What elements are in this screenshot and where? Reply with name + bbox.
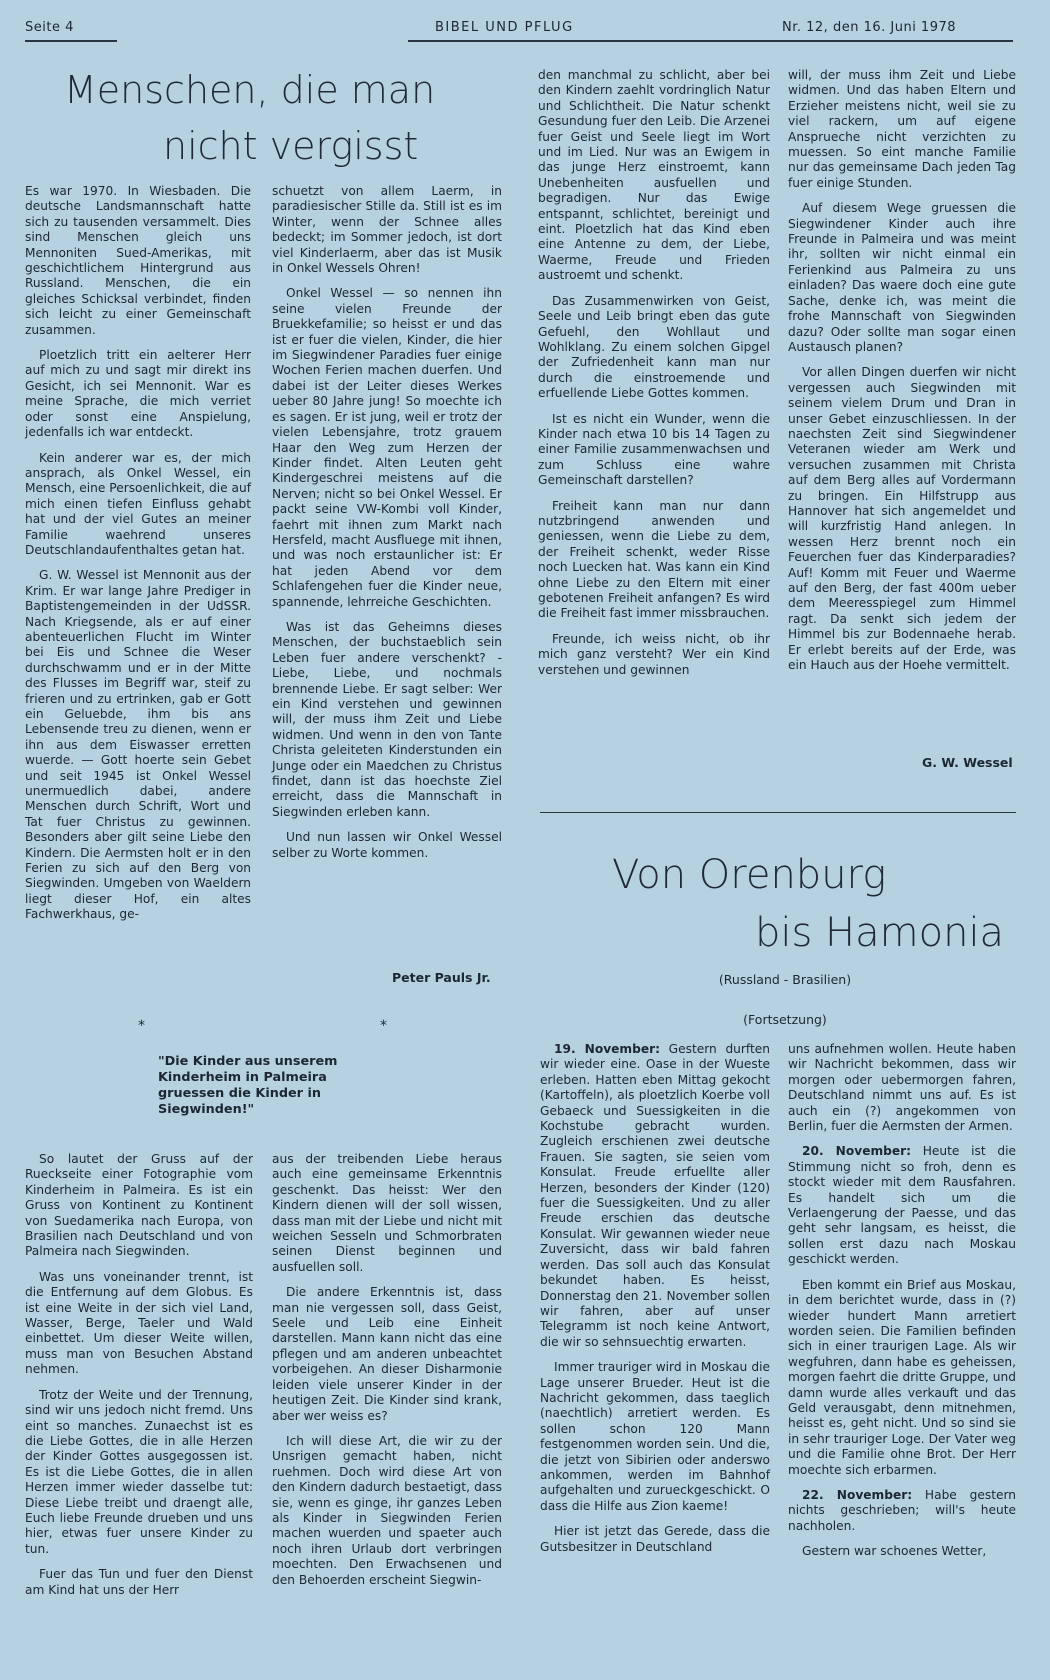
paragraph: Onkel Wessel — so nennen ihn seine vielen Freunde der Bruekkefamilie; so heisst er und das ist er fuer die vielen, Kinder, die hier im Siegwindener Paradies fuer einige Wochen Ferien machen duerfen. Und dabei ist der Leiter dieses Werkes ueber 80 Jahre jung! So moechte ich es sagen. Er ist jung, weil er trotz der vielen Lebensjahre, trotz grauem Haar den Weg zum Herzen der Kinder findet. Alten Leuten geht Kindergeschrei meistens auf die Nerven; nicht so bei Onkel Wessel. Er packt seine VW-Kombi voll Kinder, faehrt mit ihnen zum Markt nach Hersfeld, macht Ausfluege mit ihnen, und was noch erstaunlicher ist: Er hat jeden Abend vor dem Schlafengehen fuer die Kinder neue, spannende, lehrreiche Geschichten. xyxy=(272,286,502,609)
entry-date: 22. November: xyxy=(802,1487,913,1502)
paragraph: Fuer das Tun und fuer den Dienst am Kind hat uns der Herr xyxy=(25,1567,253,1597)
paragraph: den manchmal zu schlicht, aber bei den Kindern zaehlt vordringlich Natur und Schlichtheit. Die Natur schenkt Gesundung fuer den Leib. Die Arzenei fuer Geist und Seele liegt im Wort und im Lied. Nur was an Ewigem in das junge Herz einstroemt, kann Unebenheiten ausfuellen und begradigen. Nur das Ewige entspannt, schlichtet, bereinigt und eint. Ploetzlich hat das Kind eben eine Antenne zu dem, der Liebe, Waerme, Freude und Frieden austroemt und schenkt. xyxy=(538,68,770,283)
paragraph: Freiheit kann man nur dann nutzbringend anwenden und geniessen, wenn die Liebe zu dem, der Freiheit schenkt, weder Risse noch Luecken hat. Was kann ein Kind ohne Liebe zu den Eltern mit einer gebotenen Freiheit anfangen? Es wird die Freiheit fast immer missbrauchen. xyxy=(538,498,770,621)
diary-entry xyxy=(540,1042,770,1350)
diary-entry xyxy=(788,1544,1016,1559)
diary-entry xyxy=(788,1042,1016,1134)
paragraph: Trotz der Weite und der Trennung, sind wir uns jedoch nicht fremd. Uns eint so manches. Zunaechst ist es die Liebe Gottes, die in alle Herzen der Kinder Gottes ausgegossen ist. Es ist die Liebe Gottes, die in allen Herzen immer wieder dasselbe tut: Diese Liebe treibt und draengt alle, Euch liebe Freunde drueben und uns hier, etwas fuer unsere Kinder zu tun. xyxy=(25,1387,253,1556)
diary-entry xyxy=(788,1488,1016,1534)
entry-text: Gestern durften wir wieder eine. Oase in der Wueste erleben. Hatten eben Mittag gekocht (Kartoffeln), als ploetzlich Koerbe voll Gebaeck und Suessigkeiten in die Kochstube gebracht wurden. Zugleich erschienen zwei deutsche Frauen. Sie sagten, sie seien vom Konsulat. Freude erfuellte aller Herzen, besonders der Kinder (120) fuer die Suessigkeiten. Und zu aller Freude erschien das deutsche Konsulat. Wir gewannen wieder neue Zuversicht, dass wir bald fahren werden. Das soll auch das Konsulat bekundet haben. Es heisst, Donnerstag den 21. November sollen wir fahren, aber auf unser Telegramm ist noch keine Antwort, die wir so sehnsuechtig erwarten. xyxy=(540,1042,770,1349)
article4-column4 xyxy=(788,1042,1016,1672)
entry-text: uns aufnehmen wollen. Heute haben wir Nachricht bekommen, dass wir morgen oder uebermorgen fahren, Deutschland nimmt uns auf. Es ist auch ein (?) angekommen von Berlin, fuer die Aermsten der Armen. xyxy=(788,1042,1016,1134)
diary-entry xyxy=(788,1144,1016,1267)
article4-continued: (Fortsetzung) xyxy=(743,1012,827,1027)
paragraph: Ploetzlich tritt ein aelterer Herr auf mich zu und sagt mir direkt ins Gesicht, ich sei Mennonit. War es meine Sprache, die mich verriet oder sonst eine Anspielung, jedenfalls ich war entdeckt. xyxy=(25,348,251,440)
entry-text: Hier ist jetzt das Gerede, dass die Gutsbesitzer in Deutschland xyxy=(540,1524,770,1554)
article4-title-line2: bis Hamonia xyxy=(755,910,1005,956)
article4-subtitle: (Russland - Brasilien) xyxy=(718,972,852,987)
header-rule xyxy=(408,40,1013,42)
paragraph: Was uns voneinander trennt, ist die Entfernung auf dem Globus. Es ist eine Weite in der sich viel Land, Wasser, Berge, Taeler und Wald einbettet. Um dieser Weite willen, muss man von Besuchen Abstand nehmen. xyxy=(25,1269,253,1377)
diary-entry xyxy=(788,1278,1016,1478)
article1-title-line1: Menschen, die man xyxy=(64,68,436,112)
page-number: Seite 4 xyxy=(25,20,74,35)
paragraph: Ich will diese Art, die wir zu der Unsrigen gemacht haben, nicht ruehmen. Doch wird diese Art von den Kindern dadurch bestaetigt, dass sie, wenn es ginge, ihr ganzes Leben als Kinder in Siegwinden Ferien machen wuerden und spaeter auch noch ihren Urlaub dort verbringen moechten. Den Erwachsenen und den Behoerden erscheint Siegwin- xyxy=(272,1433,502,1587)
paragraph: schuetzt von allem Laerm, in paradiesischer Stille da. Still ist es im Winter, wenn der Schnee alles bedeckt; im Sommer jedoch, ist dort viel Kinderlaerm, aber das ist Musik in Onkel Wessels Ohren! xyxy=(272,184,502,276)
article1-signature: Peter Pauls Jr. xyxy=(392,970,491,985)
entry-text: Heute ist die Stimmung nicht so froh, denn es stockt wieder mit dem Rausfahren. Es handelt sich um die Verlaengerung der Paesse, und das geht sehr langsam, es heisst, die sollen erst dazu nach Moskau geschickt werden. xyxy=(788,1144,1016,1267)
article1-column1 xyxy=(25,184,251,984)
entry-date: 20. November: xyxy=(802,1144,912,1159)
article2-column3 xyxy=(538,68,770,808)
article2-signature: G. W. Wessel xyxy=(922,755,1013,770)
paragraph: Freunde, ich weiss nicht, ob ihr mich ganz versteht? Wer ein Kind verstehen und gewinnen xyxy=(538,631,770,677)
diary-entry xyxy=(540,1524,770,1555)
diary-entry xyxy=(540,1360,770,1514)
newspaper-title: BIBEL UND PFLUG xyxy=(435,20,574,35)
article2-column4 xyxy=(788,68,1016,748)
paragraph: will, der muss ihm Zeit und Liebe widmen. Und das haben Eltern und Erzieher meistens nicht, weil sie zu viel rackern, um auf eigene Ansprueche nicht verzichten zu muessen. So eint manche Familie nur das gemeinsame Dach jeden Tag fuer einige Stunden. xyxy=(788,68,1016,190)
paragraph: Was ist das Geheimns dieses Menschen, der buchstaeblich sein Leben fuer andere verschenkt? - Liebe, Liebe, und nochmals brennende Liebe. Er sagt selber: Wer ein Kind verstehen und gewinnen will, der muss ihm Zeit und Liebe widmen. Und wenn in den von Tante Christa geleiteten Kinderstunden ein Junge oder ein Maedchen zu Christus findet, dann ist das hoechste Ziel erreicht, dass die Mannschaft in Siegwinden erleben kann. xyxy=(272,619,502,819)
entry-text: Gestern war schoenes Wetter, xyxy=(802,1544,987,1559)
entry-text: Immer trauriger wird in Moskau die Lage unserer Brueder. Heut ist die Nachricht gekommen, dass taeglich (naechtlich) arretiert werden. Es sollen schon 120 Mann festgenommen worden sein. Und die, die jetzt von Sibirien oder anderswo ankommen, werden im Bahnhof aufgehalten und zurueckgeschickt. O dass die Hilfe aus Zion kaeme! xyxy=(540,1360,770,1513)
issue-date: Nr. 12, den 16. Juni 1978 xyxy=(782,20,957,35)
section-divider xyxy=(540,812,1016,813)
article4-title-line1: Von Orenburg xyxy=(612,852,887,898)
paragraph: Ist es nicht ein Wunder, wenn die Kinder nach etwa 10 bis 14 Tagen zu einer Familie zusammenwachsen und zum Schluss eine wahre Gemeinschaft darstellen? xyxy=(538,411,770,488)
paragraph: Es war 1970. In Wiesbaden. Die deutsche Landsmannschaft hatte sich zu tausenden versammelt. Dies sind Menschen gleich uns Mennoniten Sued-Amerikas, mit geschichtlichem Hintergrund aus Russland. Menschen, die ein gleiches Schicksal verbindet, finden sich leicht zu einer Gemeinschaft zusammen. xyxy=(25,184,251,337)
entry-date: 19. November: xyxy=(554,1042,660,1056)
paragraph: Und nun lassen wir Onkel Wessel selber zu Worte kommen. xyxy=(272,830,502,860)
entry-text: Eben kommt ein Brief aus Moskau, in dem berichtet wurde, dass in (?) wieder hundert Mann arretiert worden seien. Die Familien befinden sich in einer traurigen Lage. Als wir wegfuhren, dann habe es geheissen, morgen faehrt die dritte Gruppe, und damn wurde alles verkauft und das Geld verausgabt, denn mitnehmen, heisst es, geht nicht. Und so sind sie in sehr trauriger Loge. Der Vater weg und die Familie ohne Brot. Der Herr moechte sich erbarmen. xyxy=(788,1277,1016,1477)
paragraph: Vor allen Dingen duerfen wir nicht vergessen auch Siegwinden mit seinem vielem Drum und Dran in unser Gebet einzuschliessen. In der naechsten Zeit sind Siegwindener Veteranen wieder am Werk und versuchen zusammen mit Christa auf dem Berg alles auf Vordermann zu bringen. Ein Hilfstrupp aus Hannover hat sich angemeldet und will kurzfristig Hand anlegen. In wessen Herz brennt noch ein Feuerchen fuer das Kinderparadies? Auf! Komm mit Feuer und Waerme auf den Berg, der fast 400m ueber dem Meeresspiegel zum Himmel ragt. Da senkt sich jedem der Himmel bis zur Bodennaehe herab. Er erlebt bereits auf der Erde, was ein Hauch aus der Hoehe vermittelt. xyxy=(788,365,1016,673)
article1-title-line2: nicht vergisst xyxy=(163,124,419,168)
paragraph: Die andere Erkenntnis ist, dass man nie vergessen soll, dass Geist, Seele und Leib eine Einheit darstellen. Mann kann nicht das eine pflegen und am anderen unbeachtet vorbeigehen. An dieser Disharmonie leiden viele unserer Kinder in der heutigen Zeit. Die Kinder sind krank, aber wer weiss es? xyxy=(272,1285,502,1423)
paragraph: So lautet der Gruss auf der Rueckseite einer Fotographie vom Kinderheim in Palmeira. Es ist ein Gruss von Kontinent zu Kontinent von Suedamerika nach Europa, von Brasilien nach Deutschland und von Palmeira nach Siegwinden. xyxy=(25,1152,253,1259)
paragraph: G. W. Wessel ist Mennonit aus der Krim. Er war lange Jahre Prediger in Baptistengemeinden in der UdSSR. Nach Kriegsende, als er auf einer abenteuerlichen Flucht im Winter bei Eis und Schnee die Weser durchschwamm und er in der Mitte des Flusses im Begriff war, steif zu frieren und zu ertrinken, gab er Gott ein Geluebde, ihm bis ans Lebensende treu zu dienen, wenn er ihn aus dem Eiswasser erretten wuerde. — Gott hoerte sein Gebet und seit 1945 ist Onkel Wessel unermuedlich dabei, andere Menschen durch Schrift, Wort und Tat fuer Christus zu gewinnen. Besonders aber gilt seine Liebe den Kindern. Die Aermsten holt er in den Ferien zu sich auf den Berg von Siegwinden. Umgeben von Waeldern liegt dieser Hof, ein altes Fachwerkhaus, ge- xyxy=(25,568,251,922)
entry-text: Habe gestern nichts geschrieben; will's heute nachholen. xyxy=(788,1487,1016,1533)
star-left: * xyxy=(138,1018,145,1034)
article4-column3 xyxy=(540,1042,770,1672)
article1-column2 xyxy=(272,184,502,964)
star-right: * xyxy=(380,1018,387,1034)
paragraph: Kein anderer war es, der mich ansprach, als Onkel Wessel, ein Mensch, eine Persoenlichkeit, die auf mich einen tiefen Einfluss gehabt hat und der viel Gutes an meiner Familie waehrend unseres Deutschlandaufenthaltes getan hat. xyxy=(25,450,251,557)
article3-column2 xyxy=(272,1152,502,1672)
pull-quote: "Die Kinder aus unserem Kinderheim in Palmeira gruessen die Kinder in Siegwinden!" xyxy=(158,1054,338,1117)
header-rule-left xyxy=(25,40,117,42)
paragraph: Auf diesem Wege gruessen die Siegwindener Kinder auch ihre Freunde in Palmeira und was meint ihr, sollten wir nicht einmal ein Ferienkind aus Palmeira zu uns einladen? Das waere doch eine gute Sache, denke ich, was meint die frohe Mannschaft von Siegwinden dazu? Oder sollte man sogar einen Austausch planen? xyxy=(788,201,1016,354)
paragraph: aus der treibenden Liebe heraus auch eine gemeinsame Erkenntnis geschenkt. Das heisst: Wer den Kindern dienen will der soll wissen, dass man mit der Liebe und nicht mit weichen Sesseln und Schmorbraten seinen Dienst beginnen und ausfuellen soll. xyxy=(272,1152,502,1274)
article3-column1 xyxy=(25,1152,253,1672)
paragraph: Das Zusammenwirken von Geist, Seele und Leib bringt eben das gute Gefuehl, den Wohllaut und Wohlklang. Zu einem solchen Gipgel der Zufriedenheit kann man nur durch die einstroemende und erfuellende Liebe Gottes kommen. xyxy=(538,293,770,401)
